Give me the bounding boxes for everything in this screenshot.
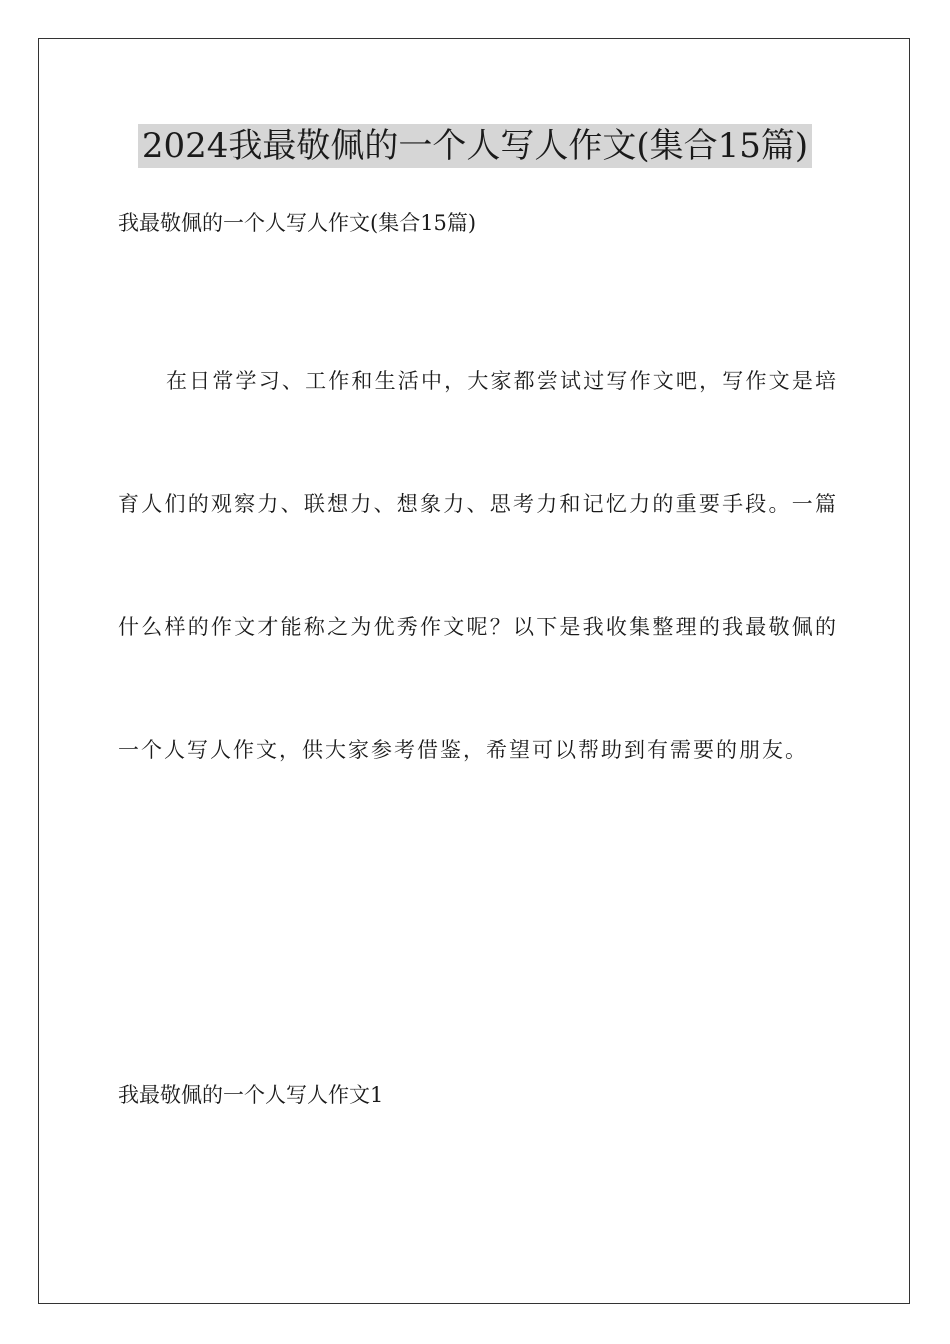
document-title xyxy=(0,124,950,168)
document-title-text: 2024我最敬佩的一个人写人作文(集合15篇) xyxy=(138,124,812,168)
section-heading: 我最敬佩的一个人写人作文1 xyxy=(118,1083,384,1107)
document-subtitle: 我最敬佩的一个人写人作文(集合15篇) xyxy=(118,211,477,235)
intro-paragraph: 在日常学习、工作和生活中，大家都尝试过写作文吧，写作文是培育人们的观察力、联想力、想象力、思考力和记忆力的重要手段。一篇什么样的作文才能称之为优秀作文呢？以下是我收集整理的我最敬佩的一个人写人作文，供大家参考借鉴，希望可以帮助到有需要的朋友。 xyxy=(118,369,838,762)
